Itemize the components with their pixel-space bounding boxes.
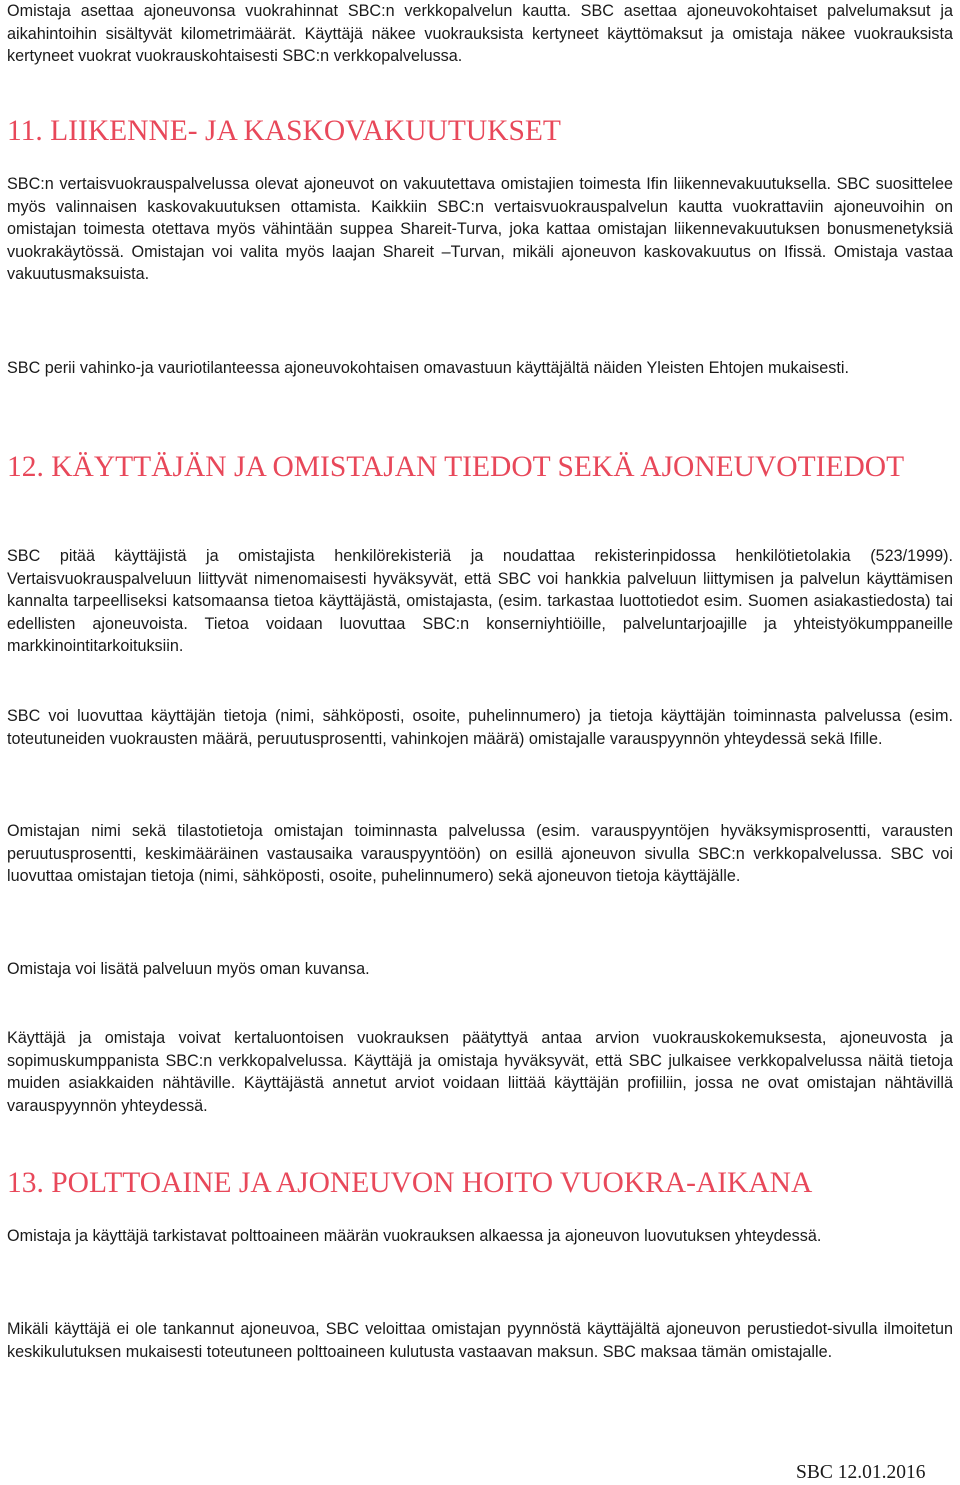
section-11-paragraph-1: SBC:n vertaisvuokrauspalvelussa olevat ajoneuvot on vakuutettava omistajien toimesta Ifin liikennevakuutuksella. SBC suosittelee myös valinnaisen kaskovakuutuksen ottamista. Kaikkiin SBC:n vertaisvuokrauspalvelun kautta vuokrattaviin ajoneuvoihin on omistajan toimesta otettava myös vähintään suppea Shareit-Turva, joka kattaa omistajan liikennevakuutuksen bonusmenetyksiä vuokrakäytössä. Omistajan voi valita myös laajan Shareit –Turvan, mikäli ajoneuvon kaskovakuutus on Ifissä. Omistaja vastaa vakuutusmaksuista. bbox=[7, 175, 953, 284]
intro-paragraph: Omistaja asettaa ajoneuvonsa vuokrahinnat SBC:n verkkopalvelun kautta. SBC asettaa ajoneuvokohtaiset palvelumaksut ja aikahintoihin sisältyvät kilometrimäärät. Käyttäjä näkee vuokrauksista kertyneet käyttömaksut ja omistaja näkee vuokrauksista kertyneet vuokrat vuokrauskohtaisesti SBC:n verkkopalvelussa. bbox=[7, 2, 953, 66]
section-12-paragraph-5: Käyttäjä ja omistaja voivat kertaluontoisen vuokrauksen päätyttyä antaa arvion vuokrauskokemuksesta, ajoneuvosta ja sopimuskumppanista SBC:n verkkopalvelussa. Käyttäjä ja omistaja hyväksyvät, että SBC julkaisee verkkopalvelussa näitä tietoja muiden asiakkaiden nähtäville. Käyttäjästä annetut arviot voidaan liittää käyttäjän profiiliin, jossa ne ovat omistajan nähtävillä varauspyynnön yhteydessä. bbox=[7, 1029, 953, 1115]
section-13-paragraph-2: Mikäli käyttäjä ei ole tankannut ajoneuvoa, SBC veloittaa omistajan pyynnöstä käyttäjältä ajoneuvon perustiedot-sivulla ilmoitetun keskikulutuksen mukaisesti toteutuneen polttoaineen kulutusta vastaavan maksun. SBC maksaa tämän omistajalle. bbox=[7, 1320, 953, 1361]
section-12-paragraph-1: SBC pitää käyttäjistä ja omistajista henkilörekisteriä ja noudattaa rekisterinpidossa henkilötietolakia (523/1999). Vertaisvuokrauspalveluun liittyvät nimenomaisesti hyväksyvät, että SBC voi hankkia palveluun liittymisen ja palvelun käyttämisen kannalta tarpeelliseksi katsomaansa tietoa käyttäjästä, omistajasta, (esim. tarkastaa luottotiedot esim. Suomen asiakastiedosta) tai edellisten ajoneuvoista. Tietoa voidaan luovuttaa SBC:n konserniyhtiöille, palveluntarjoajille ja yhteistyökumppaneille markkinointitarkoituksiin. bbox=[7, 547, 953, 656]
section-11-heading: 11. LIIKENNE- JA KASKOVAKUUTUKSET bbox=[7, 115, 561, 147]
section-12-paragraph-2: SBC voi luovuttaa käyttäjän tietoja (nimi, sähköposti, osoite, puhelinnumero) ja tietoja käyttäjän toiminnasta palvelussa (esim. toteutuneiden vuokrausten määrä, peruutusprosentti, vahinkojen määrä) omistajalle varauspyynnön yhteydessä sekä Ifille. bbox=[7, 707, 953, 748]
section-12-paragraph-4: Omistaja voi lisätä palveluun myös oman kuvansa. bbox=[7, 960, 370, 978]
section-13-paragraph-1: Omistaja ja käyttäjä tarkistavat polttoaineen määrän vuokrauksen alkaessa ja ajoneuvon luovutuksen yhteydessä. bbox=[7, 1227, 822, 1245]
section-13-heading: 13. POLTTOAINE JA AJONEUVON HOITO VUOKRA-AIKANA bbox=[7, 1167, 813, 1199]
section-12-paragraph-3: Omistajan nimi sekä tilastotietoja omistajan toiminnasta palvelussa (esim. varauspyyntöjen hyväksymisprosentti, varausten peruutusprosentti, keskimääräinen vastausaika varauspyyntöön) on esillä ajoneuvon sivulla SBC:n verkkopalvelussa. SBC voi luovuttaa omistajan tietoja (nimi, sähköposti, osoite, puhelinnumero) sekä ajoneuvon tietoja käyttäjälle. bbox=[7, 822, 953, 886]
section-11-paragraph-2: SBC perii vahinko-ja vauriotilanteessa ajoneuvokohtaisen omavastuun käyttäjältä näiden Yleisten Ehtojen mukaisesti. bbox=[7, 359, 849, 377]
footer-date: SBC 12.01.2016 bbox=[796, 1462, 926, 1483]
section-12-heading: 12. KÄYTTÄJÄN JA OMISTAJAN TIEDOT SEKÄ AJONEUVOTIEDOT bbox=[7, 451, 905, 483]
